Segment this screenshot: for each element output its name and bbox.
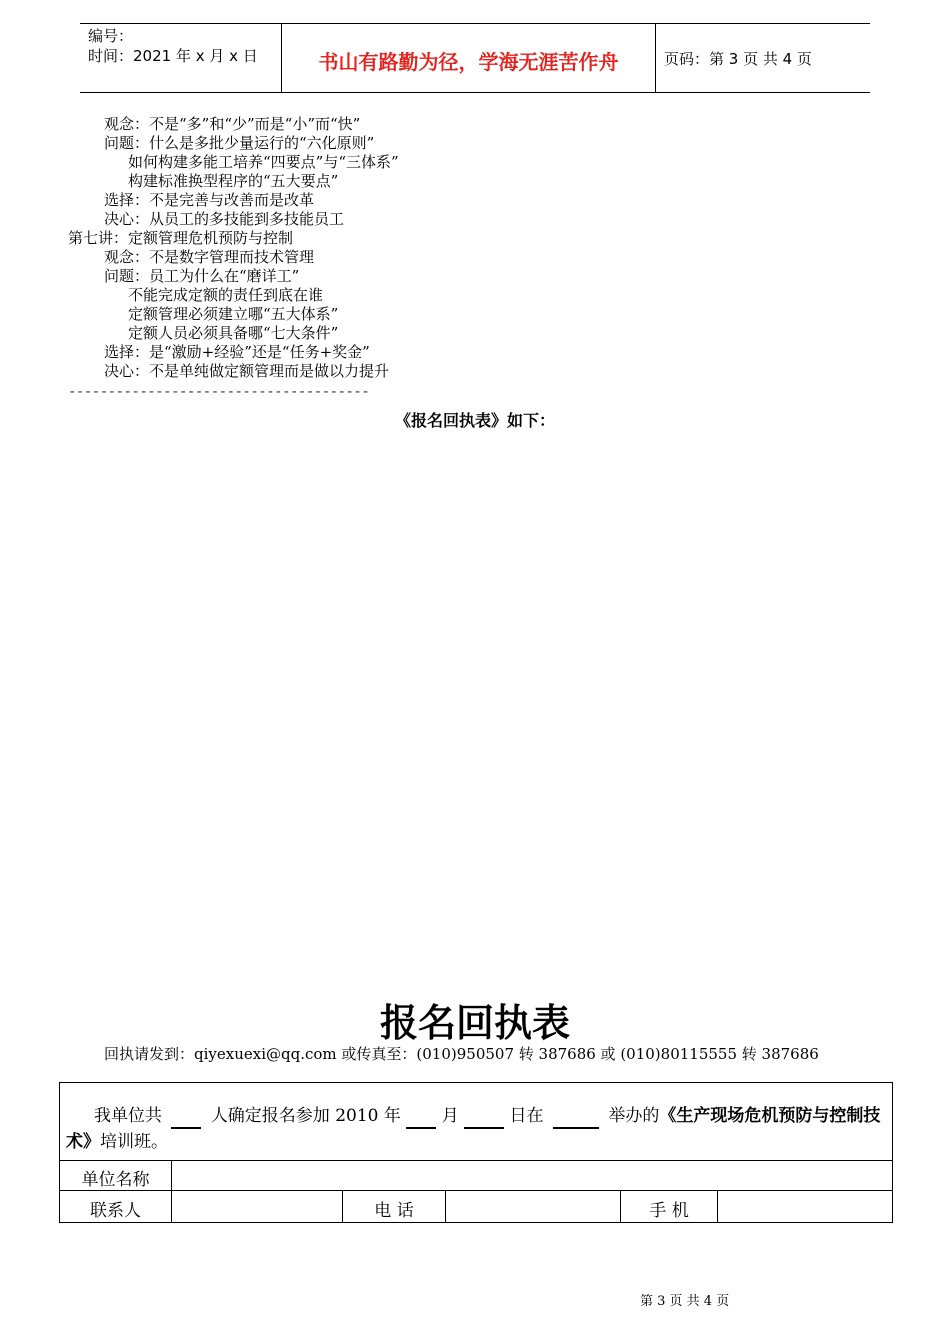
- header-motto: 书山有路勤为径，学海无涯苦作舟: [318, 50, 619, 74]
- contact-person-label: 联系人: [90, 1201, 141, 1221]
- intro-text: 我单位共: [94, 1106, 162, 1126]
- section-subtitle: 《报名回执表》如下：: [394, 411, 555, 430]
- location-field[interactable]: [553, 1109, 599, 1129]
- headcount-field[interactable]: [171, 1109, 201, 1129]
- outline-line: 构建标准换型程序的“五大要点”: [128, 172, 339, 190]
- header-meta: [88, 26, 288, 66]
- header-time: 时间：2021 年 x 月 x 日: [88, 47, 258, 65]
- form-title: 报名回执表: [379, 1001, 570, 1045]
- contact-line: 回执请发到：qiyexuexi@qq.com 或传真至：(010)950507 转 387686 或 (010)80115555 转 387686: [104, 1045, 819, 1063]
- outline-line: 如何构建多能工培养“四要点”与“三体系”: [128, 153, 399, 171]
- outline-line: 定额管理必须建立哪“五大体系”: [128, 305, 339, 323]
- outline-line: 选择：不是完善与改善而是改革: [104, 191, 315, 209]
- outline-line: 选择：是“激励+经验”还是“任务+奖金”: [104, 343, 370, 361]
- outline-line: 观念：不是数字管理而技术管理: [104, 248, 315, 266]
- outline-line: 观念：不是“多”和“少”而是“小”而“快”: [104, 115, 361, 133]
- outline-heading: 第七讲：定额管理危机预防与控制: [68, 229, 294, 247]
- mobile-field[interactable]: [718, 1191, 891, 1222]
- header-number: 编号：: [88, 27, 134, 45]
- outline-line: 定额人员必须具备哪“七大条件”: [128, 324, 339, 342]
- unit-name-field[interactable]: [172, 1161, 891, 1190]
- outline-line: 不能完成定额的责任到底在谁: [128, 286, 324, 304]
- page-footer: 第 3 页 共 4 页: [640, 1294, 730, 1309]
- outline-line: 问题：员工为什么在“磨详工”: [104, 267, 300, 285]
- month-field[interactable]: [406, 1109, 436, 1129]
- intro-text: 举办的: [608, 1106, 660, 1126]
- separator-line: --------------------------------------: [68, 384, 370, 400]
- course-name: 《生产现场危机预防与控制技术》: [66, 1106, 881, 1152]
- unit-name-label: 单位名称: [81, 1170, 150, 1190]
- intro-text: 人确定报名参加 2010 年: [210, 1106, 401, 1126]
- outline-line: 问题：什么是多批少量运行的“六化原则”: [104, 134, 375, 152]
- form-intro: [66, 1103, 886, 1155]
- phone-field[interactable]: [446, 1191, 620, 1222]
- contact-person-field[interactable]: [172, 1191, 342, 1222]
- mobile-label: 手 机: [649, 1201, 689, 1221]
- header-divider: [655, 24, 656, 92]
- registration-form: [59, 1082, 893, 1223]
- day-field[interactable]: [464, 1109, 504, 1129]
- intro-text: 培训班。: [100, 1132, 168, 1152]
- intro-text: 月: [441, 1106, 459, 1126]
- outline-line: 决心：不是单纯做定额管理而是做以力提升: [104, 362, 390, 380]
- header-page-number: 页码：第 3 页 共 4 页: [664, 50, 812, 68]
- outline-line: 决心：从员工的多技能到多技能员工: [104, 210, 345, 228]
- intro-text: 日在: [509, 1106, 544, 1126]
- page-header: [80, 23, 870, 93]
- phone-label: 电 话: [374, 1201, 414, 1221]
